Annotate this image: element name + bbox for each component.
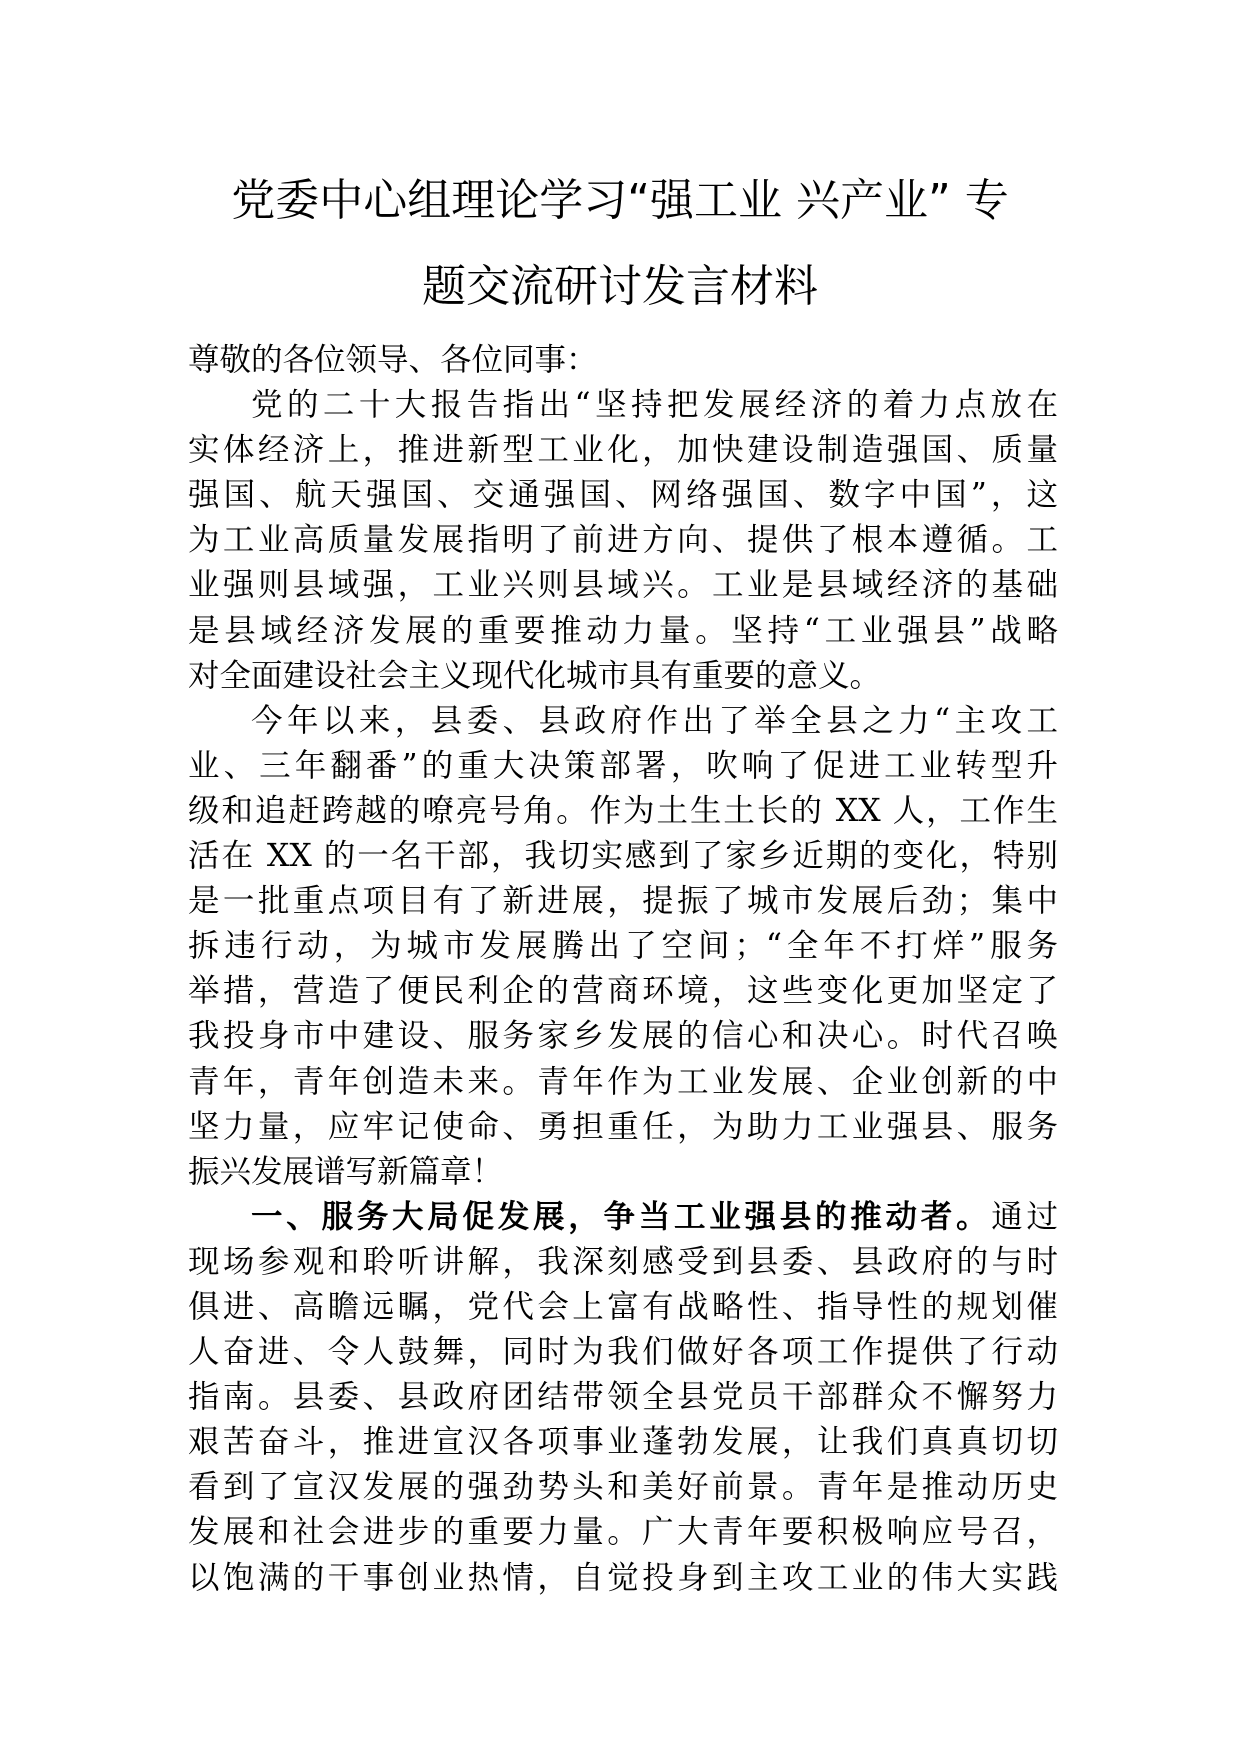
paragraph-1-line: 实体经济上，推进新型工业化，加快建设制造强国、质量	[188, 432, 1058, 469]
paragraph-2-line: 坚力量，应牢记使命、勇担重任，为助力工业强县、服务	[188, 1108, 1058, 1145]
salutation: 尊敬的各位领导、各位同事：	[188, 342, 598, 378]
section-1-line: 以饱满的干事创业热情，自觉投身到主攻工业的伟大实践	[188, 1559, 1058, 1596]
paragraph-1-line: 对全面建设社会主义现代化城市具有重要的意义。	[188, 657, 882, 694]
paragraph-1-line: 党的二十大报告指出“坚持把发展经济的着力点放在	[251, 387, 1058, 424]
paragraph-2-line: 青年，青年创造未来。青年作为工业发展、企业创新的中	[188, 1063, 1058, 1100]
section-1-line: 现场参观和聆听讲解，我深刻感受到县委、县政府的与时	[188, 1243, 1058, 1280]
paragraph-2-line: 是一批重点项目有了新进展，提振了城市发展后劲；集中	[188, 883, 1058, 920]
document-title-line-2: 题交流研讨发言材料	[422, 261, 818, 312]
paragraph-2-line: 今年以来，县委、县政府作出了举全县之力“主攻工	[251, 702, 1058, 739]
paragraph-2-line: 业、三年翻番”的重大决策部署，吹响了促进工业转型升	[188, 747, 1058, 784]
paragraph-2-line: 活在 XX 的一名干部，我切实感到了家乡近期的变化，特别	[188, 838, 1058, 875]
paragraph-1-line: 是县域经济发展的重要推动力量。坚持“工业强县”战略	[188, 612, 1058, 649]
paragraph-2-line: 振兴发展谱写新篇章！	[188, 1153, 504, 1190]
section-1-line: 艰苦奋斗，推进宣汉各项事业蓬勃发展，让我们真真切切	[188, 1424, 1058, 1461]
section-1-line: 俱进、高瞻远瞩，党代会上富有战略性、指导性的规划催	[188, 1288, 1058, 1325]
paragraph-2-line: 拆违行动，为城市发展腾出了空间；“全年不打烊”服务	[188, 928, 1058, 965]
section-1-line: 发展和社会进步的重要力量。广大青年要积极响应号召，	[188, 1514, 1058, 1551]
paragraph-1-line: 业强则县域强，工业兴则县域兴。工业是县域经济的基础	[188, 567, 1058, 604]
section-1-first-line	[188, 1195, 1058, 1240]
section-1-line: 看到了宣汉发展的强劲势头和美好前景。青年是推动历史	[188, 1469, 1058, 1506]
paragraph-2-line: 级和追赶跨越的嘹亮号角。作为土生土长的 XX 人，工作生	[188, 792, 1058, 829]
section-1-line: 人奋进、令人鼓舞，同时为我们做好各项工作提供了行动	[188, 1334, 1058, 1371]
paragraph-1-line: 为工业高质量发展指明了前进方向、提供了根本遵循。工	[188, 522, 1058, 559]
document-body	[188, 338, 1058, 1601]
paragraph-2-line: 举措，营造了便民利企的营商环境，这些变化更加坚定了	[188, 973, 1058, 1010]
section-1-text: 通过	[991, 1198, 1058, 1235]
document-title-line-1: 党委中心组理论学习“强工业 兴产业” 专	[231, 175, 1009, 226]
section-1-line: 指南。县委、县政府团结带领全县党员干部群众不懈努力	[188, 1379, 1058, 1416]
paragraph-1-line: 强国、航天强国、交通强国、网络强国、数字中国”，这	[188, 477, 1058, 514]
paragraph-2-line: 我投身市中建设、服务家乡发展的信心和决心。时代召唤	[188, 1018, 1058, 1055]
section-1-heading: 一、服务大局促发展，争当工业强县的推动者。	[251, 1198, 992, 1235]
